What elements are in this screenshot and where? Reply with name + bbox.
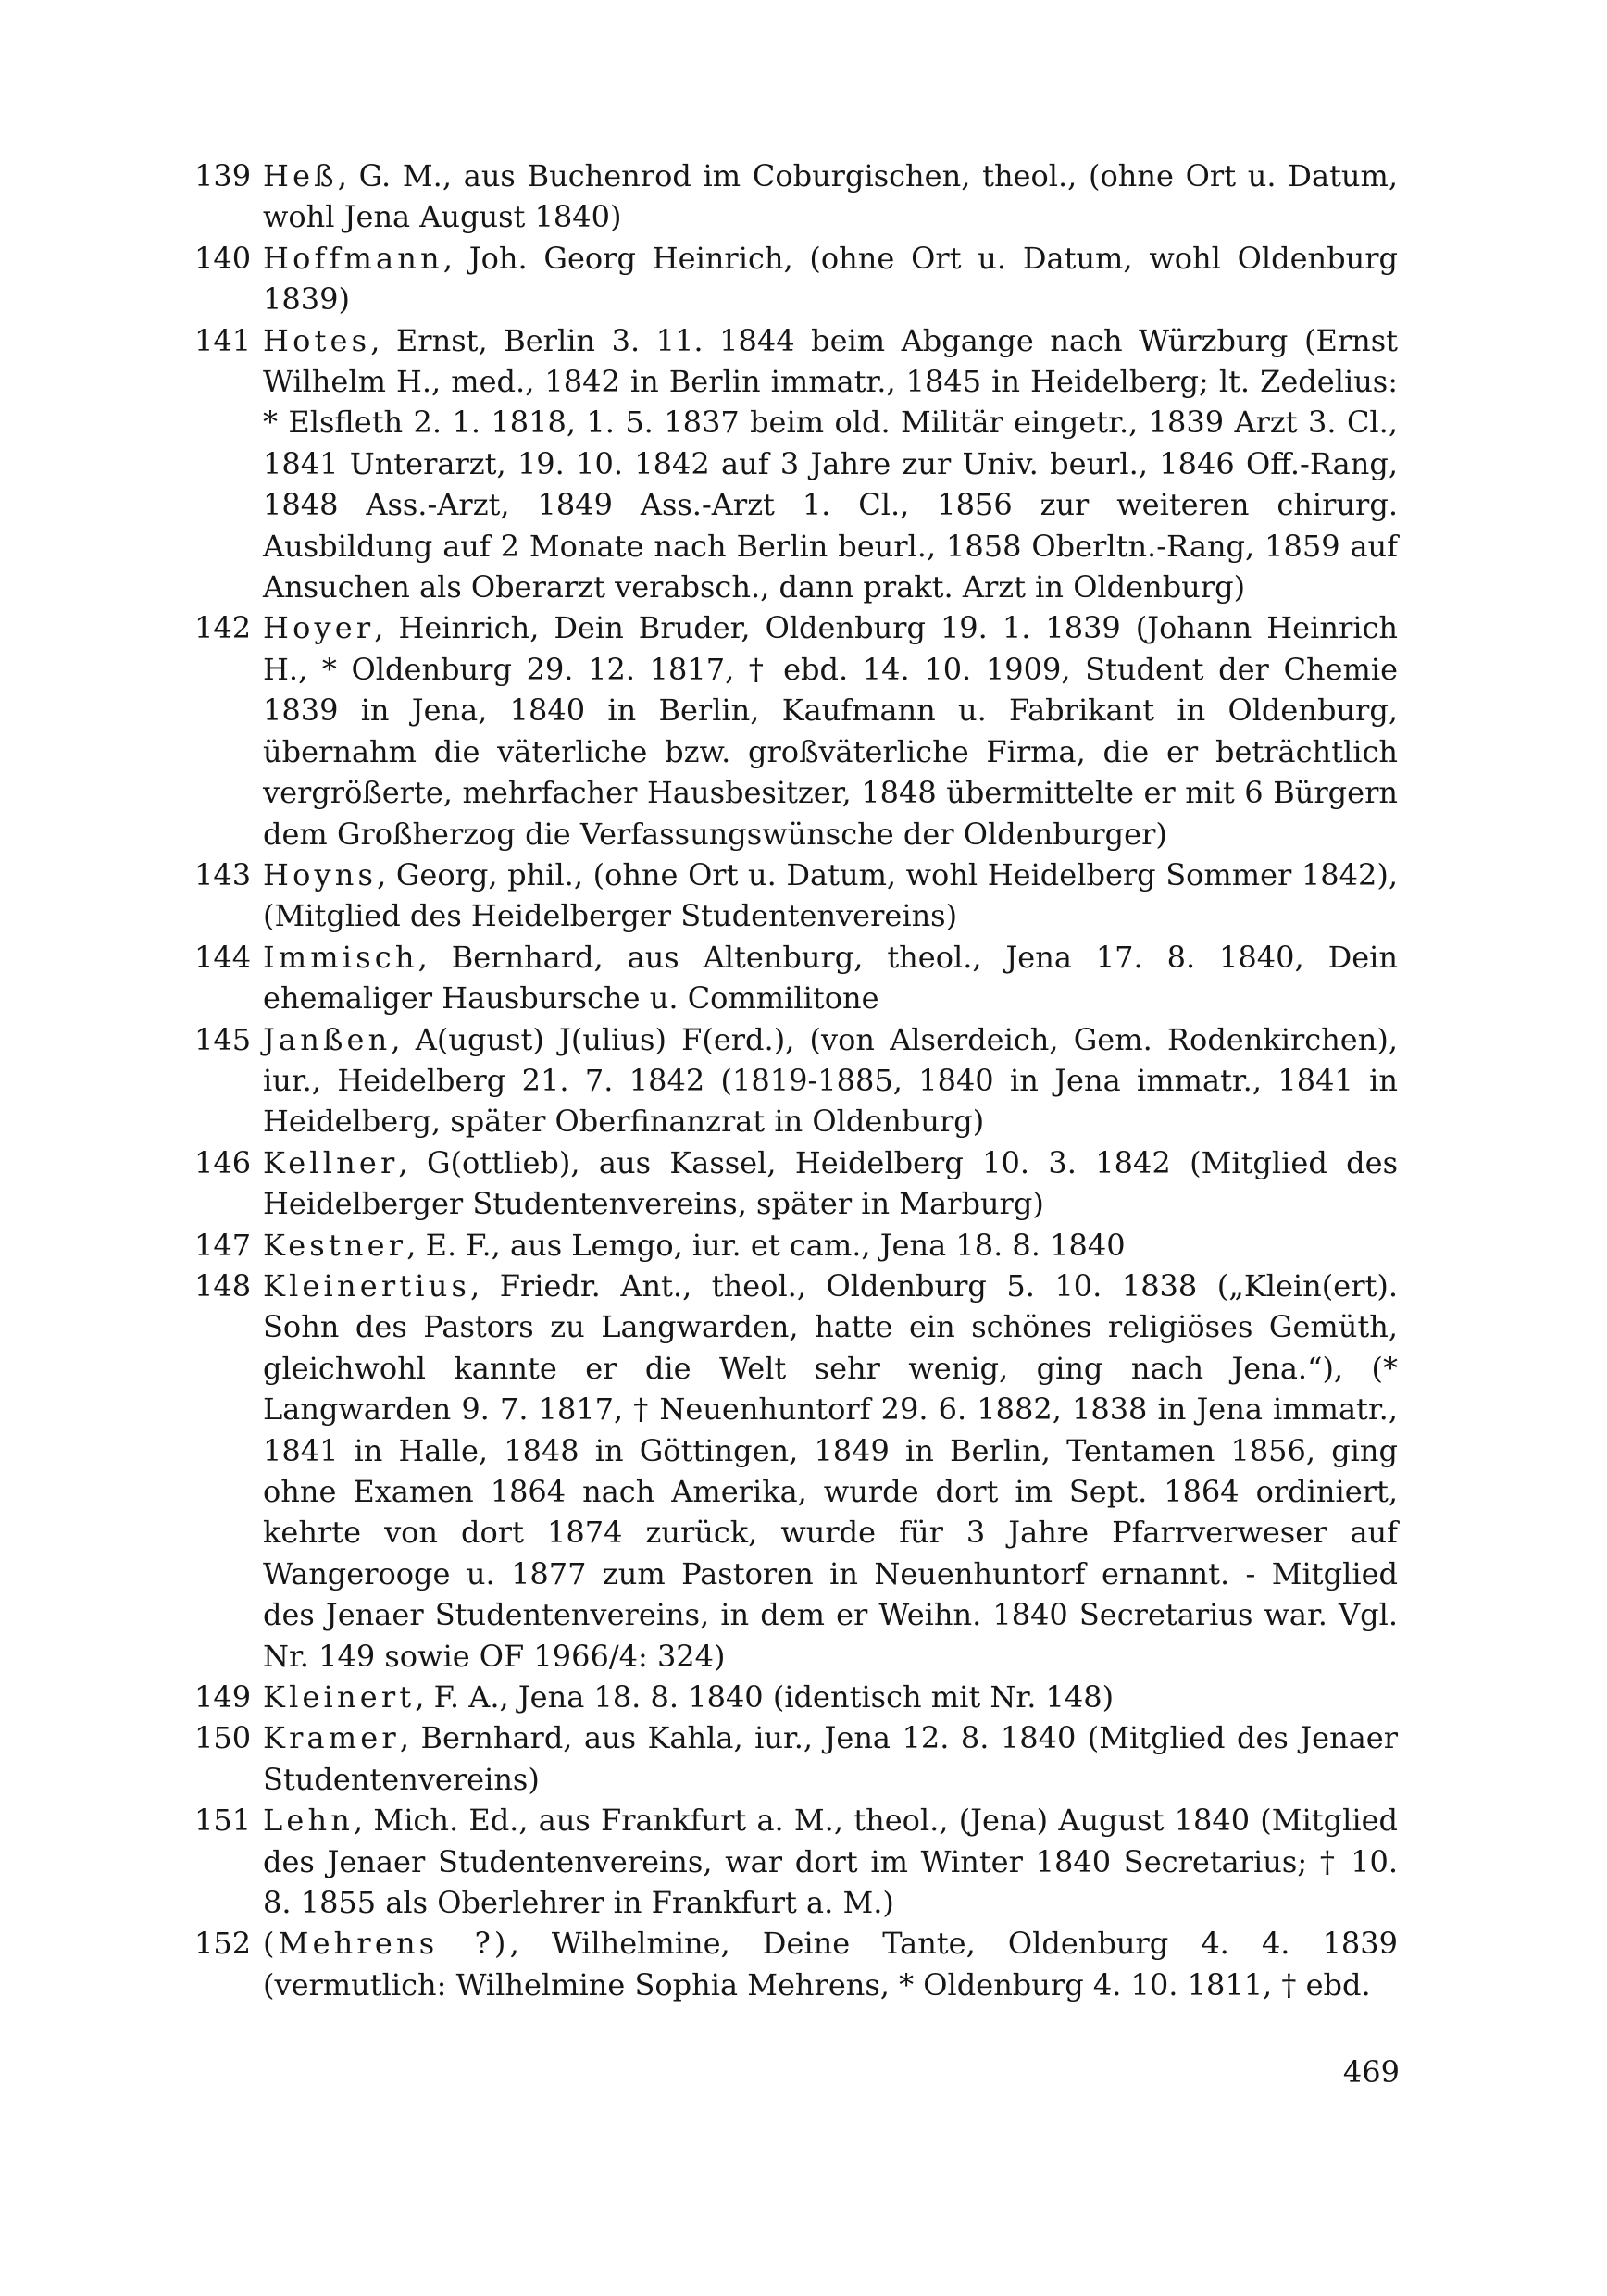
entry-number: 148 (194, 1267, 252, 1304)
entry-number: 151 (194, 1803, 252, 1839)
entry-text: , Ernst, Berlin 3. 11. 1844 beim Abgange nach Würzburg (Ernst Wilhelm H., med., 1842 in Berlin immatr., 1845 in Heidelberg; lt. Zedelius: * Elsfleth 2. 1. 1818, 1. 5. 1837 beim old. Militär eingetr., 1839 Arzt 3. Cl., 1841 Unterarzt, 19. 10. 1842 auf 3 Jahre zur Univ. beurl., 1846 Off.-Rang, 1848 Ass.-Arzt, 1849 Ass.-Arzt 1. Cl., 1856 zur weiteren chirurg. Ausbildung auf 2 Monate nach Berlin beurl., 1858 Oberltn.-Rang, 1859 auf Ansuchen als Oberarzt verabsch., dann prakt. Arzt in Oldenburg) (263, 322, 1398, 605)
entry-number: 144 (194, 939, 252, 975)
entry-140 (194, 238, 1398, 320)
entry-149 (194, 1677, 1398, 1717)
entry-name: Hoyer (263, 610, 375, 646)
entry-name: Janßen (263, 1021, 392, 1057)
entry-number: 145 (194, 1021, 252, 1057)
entry-text: , G. M., aus Buchenrod im Coburgischen, theol., (ohne Ort u. Datum, wohl Jena August 1840) (263, 158, 1398, 235)
entry-text: , E. F., aus Lemgo, iur. et cam., Jena 18. 8. 1840 (406, 1227, 1126, 1263)
entry-name: Kestner (263, 1227, 407, 1263)
entry-name: Kleinert (263, 1679, 416, 1716)
entry-name: Kramer (263, 1720, 400, 1756)
entry-141 (194, 320, 1398, 608)
entry-number: 141 (194, 322, 252, 358)
entry-text: , Bernhard, aus Kahla, iur., Jena 12. 8. 1840 (Mitglied des Jenaer Studentenvereins) (263, 1720, 1398, 1797)
entry-146 (194, 1142, 1398, 1225)
entry-number: 139 (194, 158, 252, 193)
entry-150 (194, 1717, 1398, 1800)
entry-name: (Mehrens ?) (263, 1926, 510, 1962)
entry-number: 150 (194, 1720, 252, 1756)
entry-151 (194, 1800, 1398, 1923)
entry-number: 149 (194, 1679, 252, 1716)
entry-text: , A(ugust) J(ulius) F(erd.), (von Alserdeich, Gem. Rodenkirchen), iur., Heidelberg 21. 7. 1842 (1819-1885, 1840 in Jena immatr., 1841 in Heidelberg, später Oberfinanzrat in Oldenburg) (263, 1021, 1398, 1140)
entry-number: 152 (194, 1926, 252, 1962)
entry-152 (194, 1923, 1398, 2005)
entry-name: Hoyns (263, 856, 378, 892)
entry-number: 140 (194, 240, 252, 276)
entry-name: Heß (263, 158, 338, 193)
entry-text: , Georg, phil., (ohne Ort u. Datum, wohl Heidelberg Sommer 1842), (Mitglied des Heidelberger Studentenvereins) (263, 856, 1398, 934)
entry-139 (194, 156, 1398, 238)
entry-text: , Friedr. Ant., theol., Oldenburg 5. 10. 1838 („Klein(ert). Sohn des Pastors zu Langwarden, hatte ein schönes religiöses Gemüth, gleichwohl kannte er die Welt sehr wenig, ging nach Jena.“), (* Langwarden 9. 7. 1817, † Neuenhuntorf 29. 6. 1882, 1838 in Jena immatr., 1841 in Halle, 1848 in Göttingen, 1849 in Berlin, Tentamen 1856, ging ohne Examen 1864 nach Amerika, wurde dort im Sept. 1864 ordiniert, kehrte von dort 1874 zurück, wurde für 3 Jahre Pfarrverweser auf Wangerooge u. 1877 zum Pastoren in Neuenhuntorf ernannt. - Mitglied des Jenaer Studentenvereins, in dem er Weihn. 1840 Secretarius war. Vgl. Nr. 149 sowie OF 1966/4: 324) (263, 1267, 1398, 1674)
entry-name: Immisch (263, 939, 418, 975)
entry-148 (194, 1266, 1398, 1677)
entry-number: 143 (194, 856, 252, 892)
entry-text: , Bernhard, aus Altenburg, theol., Jena 17. 8. 1840, Dein ehemaliger Hausbursche u. Commilitone (263, 939, 1398, 1017)
entry-145 (194, 1019, 1398, 1142)
entry-text: , Mich. Ed., aus Frankfurt a. M., theol., (Jena) August 1840 (Mitglied des Jenaer Studentenvereins, war dort im Winter 1840 Secretarius; † 10. 8. 1855 als Oberlehrer in Frankfurt a. M.) (263, 1803, 1398, 1921)
entry-number: 146 (194, 1144, 252, 1180)
entry-name: Lehn (263, 1803, 355, 1839)
entry-text: , G(ottlieb), aus Kassel, Heidelberg 10. 3. 1842 (Mitglied des Heidelberger Studentenvereins, später in Marburg) (263, 1144, 1398, 1222)
entry-number: 142 (194, 610, 252, 646)
entry-name: Hoffmann (263, 240, 443, 276)
entry-143 (194, 855, 1398, 937)
entry-text: , Heinrich, Dein Bruder, Oldenburg 19. 1. 1839 (Johann Heinrich H., * Oldenburg 29. 12. 1817, † ebd. 14. 10. 1909, Student der Chemie 1839 in Jena, 1840 in Berlin, Kaufmann u. Fabrikant in Oldenburg, übernahm die väterliche bzw. großväterliche Firma, die er beträchtlich vergrößerte, mehrfacher Hausbesitzer, 1848 übermittelte er mit 6 Bürgern dem Großherzog die Verfassungswünsche der Oldenburger) (263, 610, 1398, 852)
entry-name: Hotes (263, 322, 371, 358)
entry-name: Kellner (263, 1144, 399, 1180)
entry-text: , F. A., Jena 18. 8. 1840 (identisch mit Nr. 148) (415, 1679, 1115, 1716)
entry-144 (194, 937, 1398, 1019)
entry-text: , Joh. Georg Heinrich, (ohne Ort u. Datum, wohl Oldenburg 1839) (263, 240, 1398, 318)
register-entries (194, 156, 1398, 2005)
entry-name: Kleinertius (263, 1267, 471, 1304)
entry-text: , Wilhelmine, Deine Tante, Oldenburg 4. 4. 1839 (vermutlich: Wilhelmine Sophia Mehrens, * Oldenburg 4. 10. 1811, † ebd. (263, 1926, 1399, 2003)
entry-142 (194, 607, 1398, 854)
page-number: 469 (1342, 2054, 1400, 2090)
entry-147 (194, 1225, 1398, 1266)
entry-number: 147 (194, 1227, 252, 1263)
